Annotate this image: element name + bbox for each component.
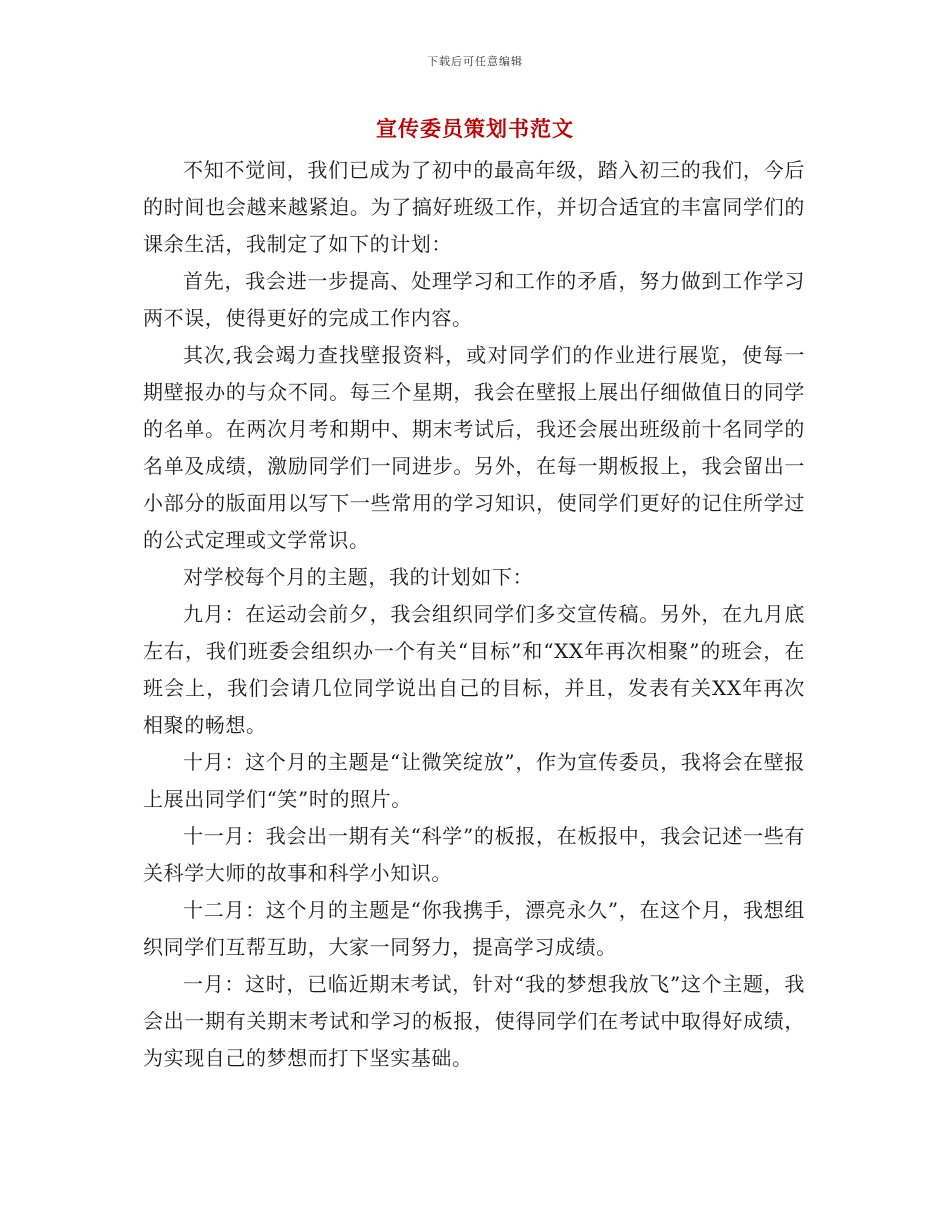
- paragraph-intro: 不知不觉间，我们已成为了初中的最高年级，踏入初三的我们，今后的时间也会越来越紧迫。为了搞好班级工作，并切合适宜的丰富同学们的课余生活，我制定了如下的计划：: [143, 158, 805, 256]
- paragraph-monthly-plan-intro: 对学校每个月的主题，我的计划如下：: [183, 565, 534, 589]
- paragraph-october: 十月：这个月的主题是“让微笑绽放”，作为宣传委员，我将会在壁报上展出同学们“笑”时的照片。: [143, 750, 805, 811]
- paragraph-january: 一月：这时，已临近期末考试，针对“我的梦想我放飞”这个主题，我会出一期有关期末考试和学习的板报，使得同学们在考试中取得好成绩，为实现自己的梦想而打下坚实基础。: [143, 972, 805, 1070]
- document-body: [143, 152, 805, 1077]
- document-title: 宣传委员策划书范文: [376, 116, 574, 141]
- paragraph-december: 十二月：这个月的主题是“你我携手，漂亮永久”，在这个月，我想组织同学们互帮互助，大家一同努力，提高学习成绩。: [143, 898, 805, 959]
- paragraph-november: 十一月：我会出一期有关“科学”的板报，在板报中，我会记述一些有关科学大师的故事和科学小知识。: [143, 824, 805, 885]
- paragraph-september: 九月：在运动会前夕，我会组织同学们多交宣传稿。另外，在九月底左右，我们班委会组织办一个有关“目标”和“XX年再次相聚”的班会，在班会上，我们会请几位同学说出自己的目标，并且，发表有关XX年再次相聚的畅想。: [143, 602, 805, 737]
- paragraph-second: 其次,我会竭力查找壁报资料，或对同学们的作业进行展览，使每一期壁报办的与众不同。每三个星期，我会在壁报上展出仔细做值日的同学的名单。在两次月考和期中、期末考试后，我还会展出班级前十名同学的名单及成绩，激励同学们一同进步。另外，在每一期板报上，我会留出一小部分的版面用以写下一些常用的学习知识，使同学们更好的记住所学过的公式定理或文学常识。: [143, 343, 805, 552]
- header-note: 下载后可任意编辑: [427, 55, 523, 68]
- paragraph-first: 首先，我会进一步提高、处理学习和工作的矛盾，努力做到工作学习两不误，使得更好的完成工作内容。: [143, 269, 805, 330]
